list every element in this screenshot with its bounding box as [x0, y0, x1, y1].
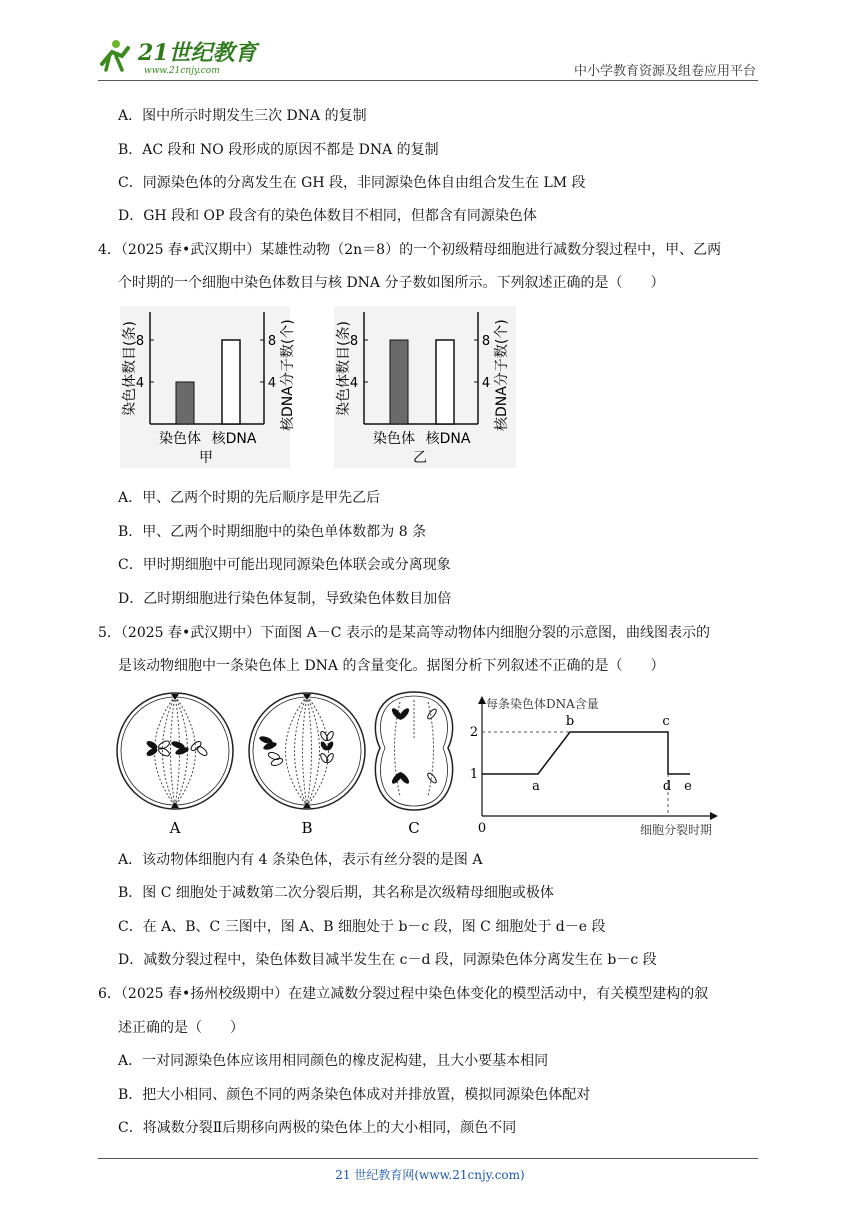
- q5-stem-line1: 5．（2025 春•武汉期中）下面图 A－C 表示的是某高等动物体内细胞分裂的示意图，曲线图表示的: [98, 625, 710, 641]
- chart-yi: [334, 306, 516, 468]
- svg-text:8: 8: [267, 334, 277, 349]
- graph-origin: 0: [477, 821, 487, 836]
- jia-bar-chromosome: [176, 382, 194, 424]
- yi-bar-chromosome: [390, 340, 408, 424]
- footer-divider: [98, 1158, 758, 1159]
- site-logo[interactable]: [96, 36, 266, 78]
- graph-point-e: e: [684, 779, 692, 794]
- yi-caption: 乙: [413, 450, 427, 466]
- cell-c-label: C: [408, 819, 420, 837]
- q5-stem-line2: 是该动物细胞中一条染色体上 DNA 的含量变化。据图分析下列叙述不正确的是（ ）: [118, 658, 665, 674]
- graph-ytick-2: 2: [469, 725, 479, 740]
- svg-text:4: 4: [481, 376, 491, 391]
- jia-caption: 甲: [199, 450, 213, 466]
- graph-xlabel: 细胞分裂时期: [639, 823, 713, 837]
- q6-option-b: B．把大小相同、颜色不同的两条染色体成对并排放置，模拟同源染色体配对: [118, 1087, 591, 1103]
- jia-bar-dna: [222, 340, 240, 424]
- dna-content-graph: [464, 690, 726, 840]
- q6-option-c: C．将减数分裂Ⅱ后期移向两极的染色体上的大小相同，颜色不同: [118, 1120, 517, 1136]
- yi-right-axis-label: 核DNA分子数(个): [494, 319, 510, 431]
- cell-division-figures: [114, 688, 464, 840]
- yi-bar2-label: 核DNA: [425, 431, 471, 447]
- graph-point-d: d: [662, 779, 672, 794]
- jia-left-axis-label: 染色体数目(条): [122, 321, 138, 416]
- svg-text:8: 8: [481, 334, 491, 349]
- chart-jia: [120, 306, 296, 468]
- svg-text:8: 8: [349, 334, 359, 349]
- q4-option-b: B．甲、乙两个时期细胞中的染色单体数都为 8 条: [118, 524, 427, 540]
- q5-option-c: C．在 A、B、C 三图中，图 A、B 细胞处于 b－c 段，图 C 细胞处于 d－e 段: [118, 919, 606, 935]
- q4-stem-line1: 4．（2025 春•武汉期中）某雄性动物（2n＝8）的一个初级精母细胞进行减数分裂过程中，甲、乙两: [98, 242, 722, 258]
- cell-b-label: B: [301, 819, 313, 837]
- graph-point-a: a: [532, 779, 540, 794]
- q3-option-c: C．同源染色体的分离发生在 GH 段，非同源染色体自由组合发生在 LM 段: [118, 175, 586, 191]
- q5-option-d: D．减数分裂过程中，染色体数目减半发生在 c－d 段，同源染色体分离发生在 b－c 段: [118, 952, 657, 968]
- cell-c: [375, 692, 452, 810]
- dna-content-line: [482, 732, 690, 774]
- header-divider: [98, 80, 758, 81]
- yi-bar-dna: [436, 340, 454, 424]
- svg-text:4: 4: [267, 376, 277, 391]
- q6-stem-line1: 6．（2025 春•扬州校级期中）在建立减数分裂过程中染色体变化的模型活动中，有关模型建构的叙: [98, 986, 709, 1002]
- q4-stem-line2: 个时期的一个细胞中染色体数目与核 DNA 分子数如图所示。下列叙述正确的是（ ）: [118, 275, 665, 291]
- graph-point-c: c: [662, 714, 670, 729]
- graph-ytick-1: 1: [469, 767, 479, 782]
- q3-option-b: B．AC 段和 NO 段形成的原因不都是 DNA 的复制: [118, 142, 439, 158]
- logo-url: www.21cnjy.com: [144, 66, 220, 76]
- q4-option-d: D．乙时期细胞进行染色体复制，导致染色体数目加倍: [118, 591, 452, 607]
- runner-icon: [102, 40, 128, 70]
- q6-option-a: A．一对同源染色体应该用相同颜色的橡皮泥构建，且大小要基本相同: [118, 1053, 549, 1069]
- cell-a: [117, 693, 233, 809]
- logo-wordmark: 21世纪教育: [138, 40, 257, 66]
- q4-option-c: C．甲时期细胞中可能出现同源染色体联会或分离现象: [118, 557, 451, 573]
- jia-right-axis-label: 核DNA分子数(个): [280, 319, 296, 431]
- svg-text:4: 4: [135, 376, 145, 391]
- q3-option-d: D．GH 段和 OP 段含有的染色体数目不相同，但都含有同源染色体: [118, 208, 537, 224]
- q5-option-a: A．该动物体细胞内有 4 条染色体，表示有丝分裂的是图 A: [118, 852, 483, 868]
- yi-left-axis-label: 染色体数目(条): [336, 321, 352, 416]
- jia-bar2-label: 核DNA: [211, 431, 257, 447]
- q5-option-b: B．图 C 细胞处于减数第二次分裂后期，其名称是次级精母细胞或极体: [118, 885, 554, 901]
- graph-ylabel: 每条染色体DNA含量: [486, 697, 599, 711]
- jia-bar1-label: 染色体: [159, 431, 201, 447]
- q4-option-a: A．甲、乙两个时期的先后顺序是甲先乙后: [118, 490, 381, 506]
- graph-point-b: b: [565, 714, 575, 729]
- footer-link[interactable]: 21 世纪教育网(www.21cnjy.com): [335, 1168, 525, 1182]
- svg-text:8: 8: [135, 334, 145, 349]
- q6-stem-line2: 述正确的是（ ）: [118, 1020, 244, 1036]
- cell-a-label: A: [169, 819, 181, 837]
- header-platform-name: 中小学教育资源及组卷应用平台: [573, 64, 756, 79]
- cell-b: [249, 693, 365, 809]
- q3-option-a: A．图中所示时期发生三次 DNA 的复制: [118, 108, 367, 124]
- yi-bar1-label: 染色体: [373, 431, 415, 447]
- svg-text:4: 4: [349, 376, 359, 391]
